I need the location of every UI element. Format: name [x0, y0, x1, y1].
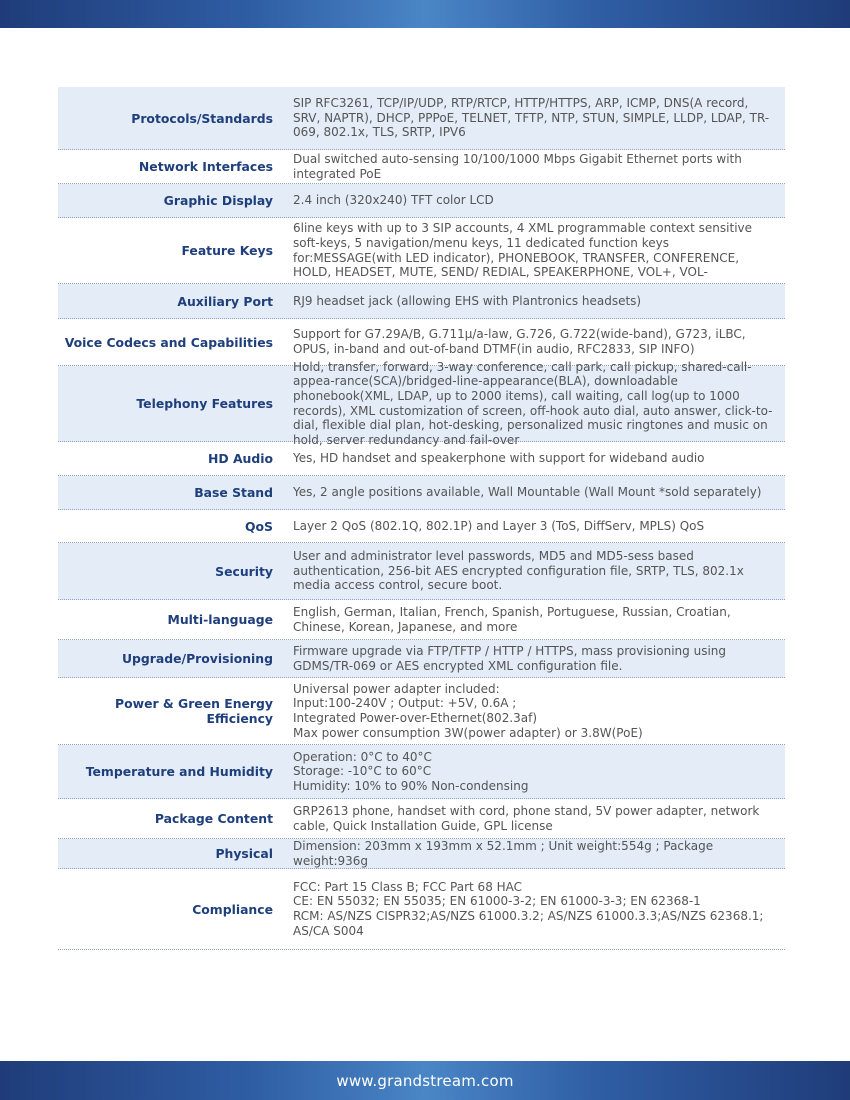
- spec-label: Multi-language: [167, 612, 273, 627]
- spec-table: [58, 87, 785, 950]
- spec-value: 6line keys with up to 3 SIP accounts, 4 XML programmable context sensitive soft-keys, 5 navigation/menu keys, 11 dedicated function keys for:MESSAGE(with LED indicator), PHONEBOOK, TRANSFER, CONFERENCE, HOLD, HEADSET, MUTE, SEND/ REDIAL, SPEAKERPHONE, VOL+, VOL-: [293, 221, 753, 280]
- spec-value: FCC: Part 15 Class B; FCC Part 68 HAC CE: EN 55032; EN 55035; EN 61000-3-2; EN 61000-3-3; EN 62368-1 RCM: AS/NZS CISPR32;AS/NZS 61000.3.2; AS/NZS 61000.3.3;AS/NZS 62368.1; AS/CA S004: [293, 879, 764, 938]
- spec-value: Universal power adapter included: Input:100-240V ; Output: +5V, 0.6A ; Integrated Power-over-Ethernet(802.3af) Max power consumption 3W(power adapter) or 3.8W(PoE): [293, 681, 643, 740]
- spec-value: Yes, HD handset and speakerphone with support for wideband audio: [293, 451, 705, 466]
- spec-value: Operation: 0°C to 40°C Storage: -10°C to 60°C Humidity: 10% to 90% Non-condensing: [293, 749, 529, 793]
- spec-value: Firmware upgrade via FTP/TFTP / HTTP / HTTPS, mass provisioning using GDMS/TR-069 or AES encrypted XML configuration file.: [293, 643, 726, 673]
- spec-value: GRP2613 phone, handset with cord, phone stand, 5V power adapter, network cable, Quick Installation Guide, GPL license: [293, 803, 760, 833]
- spec-value: SIP RFC3261, TCP/IP/UDP, RTP/RTCP, HTTP/HTTPS, ARP, ICMP, DNS(A record, SRV, NAPTR), DHCP, PPPoE, TELNET, TFTP, NTP, STUN, SIMPLE, LLDP, LDAP, TR-069, 802.1x, TLS, SRTP, IPV6: [293, 96, 770, 140]
- spec-row-compliance: [58, 869, 785, 950]
- spec-value: User and administrator level passwords, MD5 and MD5-sess based authentication, 256-bit AES encrypted configuration file, SRTP, TLS, 802.1x media access control, secure boot.: [293, 549, 744, 593]
- spec-row-power: [58, 678, 785, 745]
- footer-band: [0, 1061, 850, 1100]
- spec-row-graphic-display: [58, 184, 785, 218]
- spec-value: Layer 2 QoS (802.1Q, 802.1P) and Layer 3 (ToS, DiffServ, MPLS) QoS: [293, 518, 705, 533]
- spec-value: Dimension: 203mm x 193mm x 52.1mm ; Unit weight:554g ; Package weight:936g: [293, 838, 714, 868]
- spec-label: Upgrade/Provisioning: [122, 651, 273, 666]
- spec-label: Security: [215, 563, 273, 579]
- spec-label: Telephony Features: [136, 396, 273, 411]
- spec-row-temperature-humidity: [58, 745, 785, 799]
- spec-row-package-content: [58, 799, 785, 839]
- spec-row-security: [58, 543, 785, 600]
- spec-label: Package Content: [154, 811, 273, 826]
- spec-row-hd-audio: [58, 442, 785, 476]
- spec-row-network-interfaces: [58, 150, 785, 184]
- spec-label: Physical: [215, 846, 273, 861]
- spec-row-upgrade-provisioning: [58, 640, 785, 678]
- spec-value: Support for G7.29A/B, G.711µ/a-law, G.726, G.722(wide-band), G723, iLBC, OPUS, in-band and out-of-band DTMF(in audio, RFC2833, SIP INFO): [293, 327, 746, 356]
- spec-label: Base Stand: [194, 485, 273, 500]
- spec-label: Voice Codecs and Capabilities: [64, 334, 273, 350]
- spec-row-qos: [58, 510, 785, 543]
- header-band: [0, 0, 850, 28]
- spec-row-telephony-features: [58, 359, 785, 447]
- spec-label: Network Interfaces: [138, 159, 273, 174]
- spec-value: Hold, transfer, forward, 3-way conference, call park, call pickup, shared-call-appea-rance(SCA)/bridged-line-appearance(BLA), downloadable phonebook(XML, LDAP, up to 2000 items), call waiting, call log(up to 1000 records), XML customization of screen, off-hook auto dial, auto answer, click-to-dial, flexible dial plan, hot-desking, personalized music ringtones and music on hold, server redundancy and fail-over: [293, 359, 773, 447]
- spec-label: Graphic Display: [163, 193, 273, 208]
- spec-row-physical: [58, 839, 785, 869]
- spec-label: Protocols/Standards: [131, 110, 273, 126]
- spec-value: 2.4 inch (320x240) TFT color LCD: [293, 193, 494, 208]
- spec-label: HD Audio: [207, 451, 273, 466]
- spec-row-base-stand: [58, 476, 785, 510]
- spec-label: Power & Green Energy Efficiency: [115, 696, 273, 726]
- spec-row-protocols: [58, 87, 785, 150]
- spec-value: Yes, 2 angle positions available, Wall Mountable (Wall Mount *sold separately): [293, 485, 762, 500]
- spec-label: QoS: [245, 518, 273, 534]
- spec-row-feature-keys: [58, 218, 785, 284]
- spec-value: English, German, Italian, French, Spanish, Portuguese, Russian, Croatian, Chinese, Korean, Japanese, and more: [293, 604, 731, 634]
- website-link[interactable]: www.grandstream.com: [336, 1071, 514, 1090]
- spec-value: Dual switched auto-sensing 10/100/1000 Mbps Gigabit Ethernet ports with integrated PoE: [293, 151, 742, 181]
- spec-label: Compliance: [192, 901, 273, 917]
- spec-value: RJ9 headset jack (allowing EHS with Plantronics headsets): [293, 293, 642, 308]
- spec-label: Temperature and Humidity: [85, 764, 273, 779]
- spec-label: Feature Keys: [181, 243, 273, 258]
- spec-row-multi-language: [58, 600, 785, 640]
- spec-label: Auxiliary Port: [177, 293, 273, 309]
- spec-row-auxiliary-port: [58, 284, 785, 319]
